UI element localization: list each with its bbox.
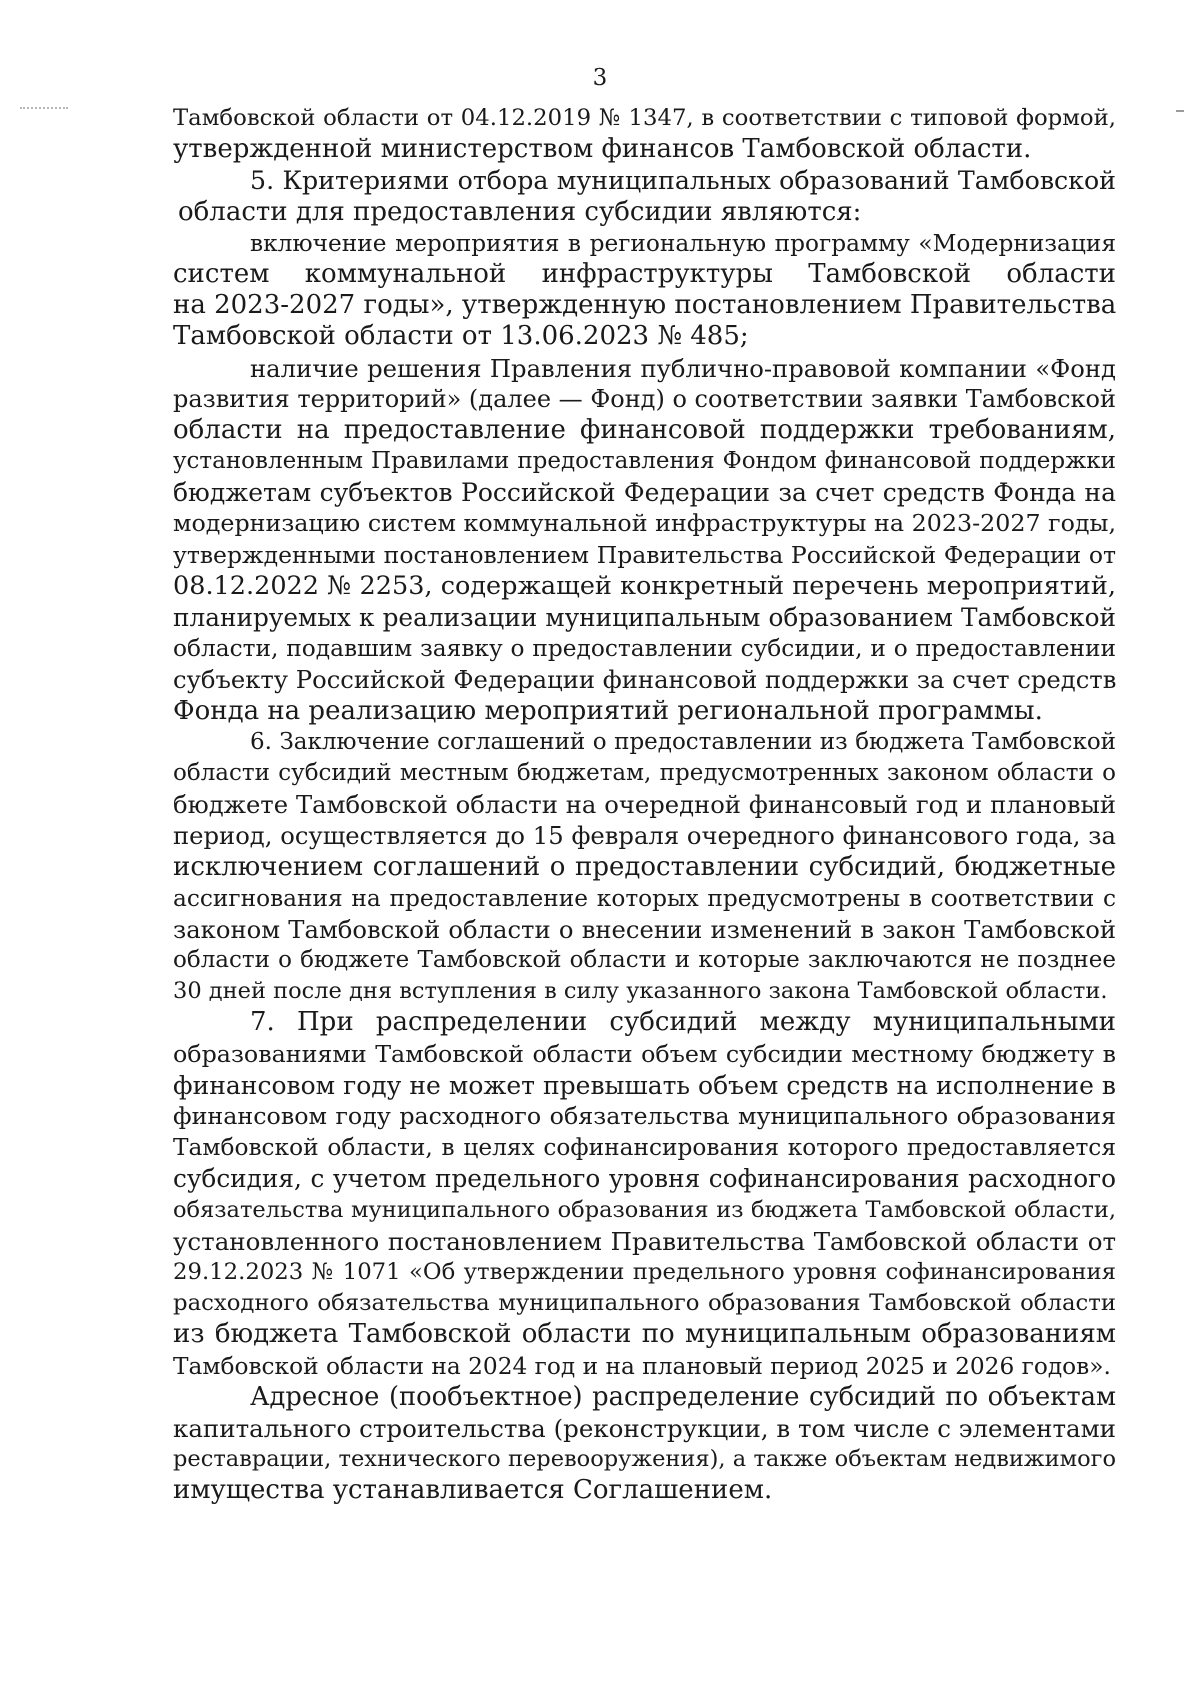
text-line: бюджете Тамбовской области на очередной финансовый год и плановый xyxy=(173,790,1116,820)
text-line: Фонда на реализацию мероприятий региональной программы. xyxy=(173,695,1043,726)
text-line: области на предоставление финансовой поддержки требованиям, xyxy=(173,414,1116,445)
text-line: законом Тамбовской области о внесении изменений в закон Тамбовской xyxy=(173,914,1116,944)
text-line: Адресное (пообъектное) распределение субсидий по объектам xyxy=(250,1381,1116,1412)
text-line: Тамбовской области, в целях софинансирования которого предоставляется xyxy=(173,1134,1116,1162)
text-line: расходного обязательства муниципального образования Тамбовской области xyxy=(173,1290,1116,1317)
text-line: установленным Правилами предоставления Фондом финансовой поддержки xyxy=(173,448,1116,475)
text-line: Тамбовской области от 04.12.2019 № 1347, в соответствии с типовой формой, xyxy=(173,105,1116,131)
text-line: 29.12.2023 № 1071 «Об утверждении предельного уровня софинансирования xyxy=(173,1258,1116,1285)
text-line: модернизацию систем коммунальной инфраструктуры на 2023-2027 годы, xyxy=(173,509,1116,538)
text-line: области о бюджете Тамбовской области и которые заключаются не позднее xyxy=(173,947,1116,974)
text-line: капитального строительства (реконструкции, в том числе с элементами xyxy=(173,1413,1116,1443)
text-line: включение мероприятия в региональную программу «Модернизация xyxy=(250,229,1116,257)
text-line: субсидия, с учетом предельного уровня софинансирования расходного xyxy=(173,1164,1116,1194)
text-line: ассигнования на предоставление которых предусмотрены в соответствии с xyxy=(173,884,1116,912)
scan-artifact-dots xyxy=(20,107,68,111)
text-line: Тамбовской области на 2024 год и на плановый период 2025 и 2026 годов». xyxy=(173,1352,1111,1380)
text-line: области субсидий местным бюджетам, предусмотренных законом области о xyxy=(173,759,1116,786)
text-line: области, подавшим заявку о предоставлении субсидии, и о предоставлении xyxy=(173,635,1116,663)
text-line: 6. Заключение соглашений о предоставлении из бюджета Тамбовской xyxy=(250,728,1116,755)
text-line: утвержденной министерством финансов Тамбовской области. xyxy=(173,134,1032,165)
text-line: утвержденными постановлением Правительства Российской Федерации от xyxy=(173,540,1116,569)
text-line: планируемых к реализации муниципальным образованием Тамбовской xyxy=(173,603,1116,632)
text-line: Тамбовской области от 13.06.2023 № 485; xyxy=(173,321,749,352)
text-line: бюджетам субъектов Российской Федерации за счет средств Фонда на xyxy=(173,478,1116,508)
text-line: 5. Критериями отбора муниципальных образований Тамбовской xyxy=(250,166,1116,196)
text-line: финансовом году расходного обязательства муниципального образования xyxy=(173,1102,1116,1130)
text-line: развития территорий» (далее — Фонд) о соответствии заявки Тамбовской xyxy=(173,384,1116,413)
text-line: области для предоставления субсидии являются: xyxy=(178,196,862,227)
scan-artifact-dash xyxy=(1176,110,1184,112)
text-line: из бюджета Тамбовской области по муниципальным образованиям xyxy=(173,1319,1116,1350)
text-line: финансовом году не может превышать объем средств на исполнение в xyxy=(173,1070,1116,1100)
text-line: 08.12.2022 № 2253, содержащей конкретный перечень мероприятий, xyxy=(173,570,1116,601)
text-line: 7. При распределении субсидий между муниципальными xyxy=(250,1007,1116,1038)
text-line: реставрации, технического перевооружения), а также объектам недвижимого xyxy=(173,1446,1116,1473)
text-line: обязательства муниципального образования из бюджета Тамбовской области, xyxy=(173,1196,1116,1223)
text-line: на 2023-2027 годы», утвержденную постановлением Правительства xyxy=(173,290,1117,321)
text-line: исключением соглашений о предоставлении субсидий, бюджетные xyxy=(173,851,1116,882)
text-line: 30 дней после дня вступления в силу указанного закона Тамбовской области. xyxy=(173,978,1108,1005)
text-line: субъекту Российской Федерации финансовой поддержки за счет средств xyxy=(173,665,1117,695)
text-line: наличие решения Правления публично-правовой компании «Фонд xyxy=(250,353,1116,383)
document-body xyxy=(173,103,1116,1506)
text-line: имущества устанавливается Соглашением. xyxy=(173,1475,773,1506)
text-line: установленного постановлением Правительства Тамбовской области от xyxy=(173,1226,1116,1256)
text-line: период, осуществляется до 15 февраля очередного финансового года, за xyxy=(173,821,1116,851)
page-number: 3 xyxy=(592,65,608,91)
text-line: систем коммунальной инфраструктуры Тамбовской области xyxy=(173,258,1116,289)
text-line: образованиями Тамбовской области объем субсидии местному бюджету в xyxy=(173,1039,1116,1068)
